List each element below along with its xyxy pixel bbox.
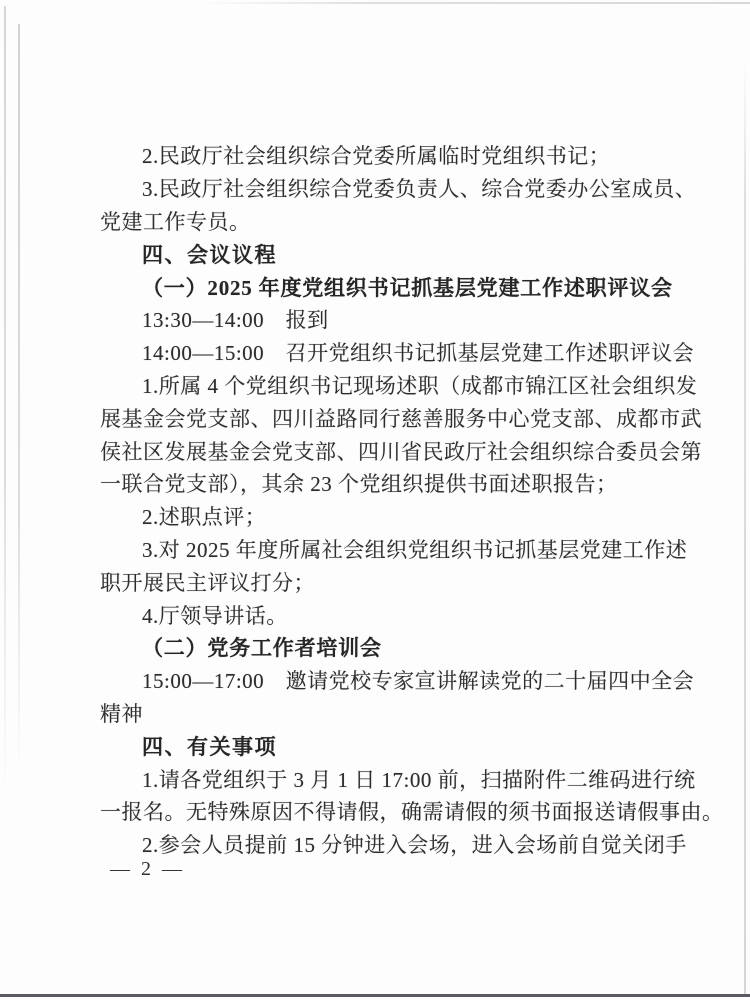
document-line: 2.述职点评； (142, 505, 267, 530)
scan-artifact-top-line (200, 2, 750, 4)
document-line: 党建工作专员。 (100, 209, 251, 234)
document-line: 1.请各党组织于 3 月 1 日 17:00 前，扫描附件二维码进行统 (142, 767, 696, 792)
document-line: 15:00—17:00 邀请党校专家宣讲解读党的二十届四中全会 (142, 669, 695, 694)
document-line: 4.厅领导讲话。 (142, 603, 288, 628)
document-line: 3.对 2025 年度所属社会组织党组织书记抓基层党建工作述 (142, 537, 688, 562)
document-line: 3.民政厅社会组织综合党委负责人、综合党委办公室成员、 (142, 177, 697, 202)
scan-artifact-left-line (4, 6, 6, 796)
scan-artifact-right-line (744, 60, 746, 995)
scan-artifact-left-line-2 (18, 24, 20, 774)
document-line: 14:00—15:00 召开党组织书记抓基层党建工作述职评议会 (142, 341, 695, 366)
document-line: 精神 (100, 701, 143, 726)
page-number: — 2 — (110, 858, 185, 880)
subsection-heading-training-meeting: （二）党务工作者培训会 (142, 636, 382, 661)
section-heading-matters: 四、有关事项 (142, 735, 277, 759)
scan-artifact-bottom-line (0, 994, 750, 997)
document-line: 2.民政厅社会组织综合党委所属临时党组织书记； (142, 144, 611, 169)
document-line: 侯社区发展基金会党支部、四川省民政厅社会组织综合委员会第 (100, 439, 702, 464)
document-line: 一联合党支部），其余 23 个党组织提供书面述职报告； (100, 472, 618, 497)
document-line: 1.所属 4 个党组织书记现场述职（成都市锦江区社会组织发 (142, 373, 698, 398)
document-line: 一报名。无特殊原因不得请假，确需请假的须书面报送请假事由。 (100, 800, 724, 825)
document-line: 2.参会人员提前 15 分钟进入会场，进入会场前自觉关闭手 (142, 833, 687, 858)
document-line: 13:30—14:00 报到 (142, 308, 329, 333)
document-line: 职开展民主评议打分； (100, 570, 315, 595)
document-body (100, 139, 724, 861)
section-heading-agenda: 四、会议议程 (142, 243, 277, 267)
document-line: 展基金会党支部、四川益路同行慈善服务中心党支部、成都市武 (100, 406, 702, 431)
subsection-heading-review-meeting: （一）2025 年度党组织书记抓基层党建工作述职评议会 (142, 275, 673, 300)
